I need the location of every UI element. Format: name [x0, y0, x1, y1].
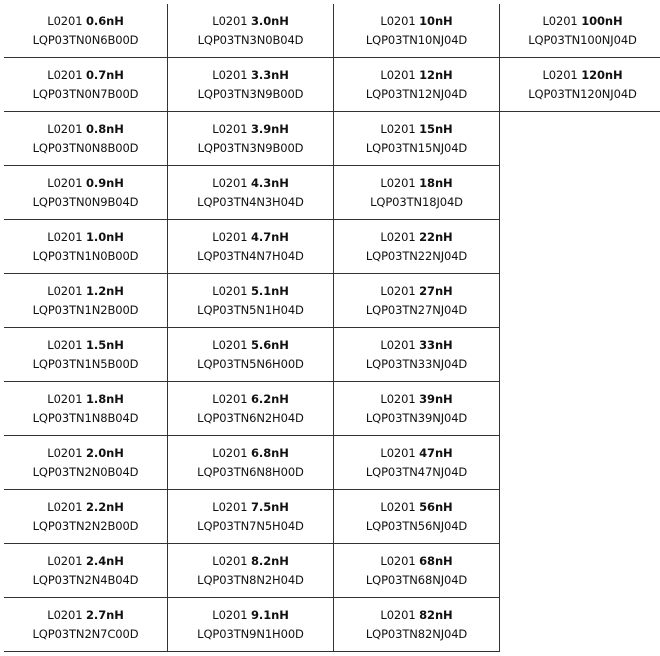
package-size: L0201 — [212, 121, 248, 136]
part-cell — [168, 112, 334, 166]
package-size: L0201 — [47, 283, 83, 298]
package-size: L0201 — [380, 283, 416, 298]
package-size: L0201 — [380, 67, 416, 82]
part-number: LQP03TN82NJ04D — [365, 626, 468, 641]
empty-cell — [500, 490, 660, 544]
package-size: L0201 — [380, 337, 416, 352]
package-size: L0201 — [47, 553, 83, 568]
part-size-value-line — [47, 66, 123, 85]
part-cell — [4, 598, 168, 652]
package-size: L0201 — [212, 13, 248, 28]
part-size-value-line — [212, 606, 288, 625]
package-size: L0201 — [212, 337, 248, 352]
part-size-value-line — [212, 174, 288, 193]
part-size-value-line — [47, 120, 123, 139]
inductance-value: 0.9nH — [86, 175, 124, 190]
inductance-value: 3.3nH — [251, 67, 289, 82]
part-number: LQP03TN39NJ04D — [365, 410, 468, 425]
inductance-value: 4.3nH — [251, 175, 289, 190]
part-size-value-line — [212, 552, 288, 571]
part-size-value-line — [212, 228, 288, 247]
inductance-value: 9.1nH — [251, 607, 289, 622]
part-number: LQP03TN2N2B00D — [32, 518, 139, 533]
part-size-value-line — [212, 390, 288, 409]
package-size: L0201 — [212, 175, 248, 190]
part-cell — [4, 382, 168, 436]
part-number: LQP03TN5N1H04D — [197, 302, 304, 317]
part-cell — [334, 166, 500, 220]
part-number: LQP03TN0N7B00D — [32, 86, 139, 101]
part-size-value-line — [212, 12, 288, 31]
part-number: LQP03TN47NJ04D — [365, 464, 468, 479]
part-number: LQP03TN7N5H04D — [197, 518, 304, 533]
part-cell — [168, 220, 334, 274]
package-size: L0201 — [542, 13, 578, 28]
part-cell — [4, 328, 168, 382]
part-cell — [168, 490, 334, 544]
part-number: LQP03TN15NJ04D — [365, 140, 468, 155]
part-cell — [4, 220, 168, 274]
part-size-value-line — [380, 282, 452, 301]
package-size: L0201 — [212, 229, 248, 244]
part-size-value-line — [380, 444, 452, 463]
empty-cell — [500, 436, 660, 490]
part-size-value-line — [47, 174, 123, 193]
inductance-value: 82nH — [419, 607, 453, 622]
part-size-value-line — [212, 282, 288, 301]
inductance-value: 1.2nH — [86, 283, 124, 298]
inductance-value: 2.7nH — [86, 607, 124, 622]
part-size-value-line — [47, 228, 123, 247]
package-size: L0201 — [380, 13, 416, 28]
part-cell — [334, 58, 500, 112]
package-size: L0201 — [47, 499, 83, 514]
part-cell — [334, 328, 500, 382]
part-size-value-line — [47, 12, 123, 31]
package-size: L0201 — [47, 337, 83, 352]
package-size: L0201 — [47, 121, 83, 136]
part-number: LQP03TN33NJ04D — [365, 356, 468, 371]
inductance-value: 5.6nH — [251, 337, 289, 352]
inductance-value: 6.8nH — [251, 445, 289, 460]
part-number: LQP03TN4N3H04D — [197, 194, 304, 209]
part-size-value-line — [380, 390, 452, 409]
part-number: LQP03TN3N9B00D — [197, 140, 304, 155]
inductance-value: 1.0nH — [86, 229, 124, 244]
part-number: LQP03TN1N8B04D — [32, 410, 139, 425]
inductance-value: 68nH — [419, 553, 453, 568]
part-cell — [168, 328, 334, 382]
part-cell — [500, 58, 660, 112]
part-number: LQP03TN2N4B04D — [32, 572, 139, 587]
part-number: LQP03TN6N2H04D — [197, 410, 304, 425]
inductance-value: 8.2nH — [251, 553, 289, 568]
package-size: L0201 — [212, 607, 248, 622]
part-number: LQP03TN0N8B00D — [32, 140, 139, 155]
inductance-value: 1.5nH — [86, 337, 124, 352]
empty-cell — [500, 274, 660, 328]
inductance-value: 47nH — [419, 445, 453, 460]
inductance-value: 39nH — [419, 391, 453, 406]
part-size-value-line — [47, 552, 123, 571]
part-number: LQP03TN6N8H00D — [197, 464, 304, 479]
package-size: L0201 — [212, 553, 248, 568]
inductance-value: 2.4nH — [86, 553, 124, 568]
part-size-value-line — [380, 498, 452, 517]
part-size-value-line — [380, 66, 452, 85]
part-number: LQP03TN56NJ04D — [365, 518, 468, 533]
inductance-value: 100nH — [581, 13, 623, 28]
part-number: LQP03TN9N1H00D — [197, 626, 304, 641]
part-size-value-line — [380, 174, 452, 193]
package-size: L0201 — [380, 607, 416, 622]
part-cell — [334, 490, 500, 544]
part-size-value-line — [212, 444, 288, 463]
inductance-value: 0.8nH — [86, 121, 124, 136]
part-cell — [168, 58, 334, 112]
part-size-value-line — [380, 12, 452, 31]
part-size-value-line — [380, 552, 452, 571]
part-size-value-line — [212, 66, 288, 85]
package-size: L0201 — [212, 391, 248, 406]
inductance-value: 33nH — [419, 337, 453, 352]
part-size-value-line — [47, 390, 123, 409]
package-size: L0201 — [380, 229, 416, 244]
part-number: LQP03TN120NJ04D — [528, 86, 637, 101]
package-size: L0201 — [47, 229, 83, 244]
part-size-value-line — [212, 336, 288, 355]
empty-cell — [500, 544, 660, 598]
part-number: LQP03TN27NJ04D — [365, 302, 468, 317]
inductance-value: 0.6nH — [86, 13, 124, 28]
part-cell — [168, 598, 334, 652]
package-size: L0201 — [542, 67, 578, 82]
part-number: LQP03TN1N5B00D — [32, 356, 139, 371]
part-cell — [4, 490, 168, 544]
part-number: LQP03TN4N7H04D — [197, 248, 304, 263]
package-size: L0201 — [380, 553, 416, 568]
package-size: L0201 — [47, 391, 83, 406]
part-number: LQP03TN1N0B00D — [32, 248, 139, 263]
part-size-value-line — [542, 66, 622, 85]
part-number: LQP03TN5N6H00D — [197, 356, 304, 371]
inductor-part-table — [4, 4, 660, 652]
part-cell — [334, 274, 500, 328]
inductance-value: 15nH — [419, 121, 453, 136]
part-cell — [334, 4, 500, 58]
part-cell — [334, 436, 500, 490]
part-size-value-line — [380, 336, 452, 355]
part-size-value-line — [380, 120, 452, 139]
inductance-value: 120nH — [581, 67, 623, 82]
part-cell — [168, 544, 334, 598]
package-size: L0201 — [212, 67, 248, 82]
package-size: L0201 — [380, 391, 416, 406]
inductance-value: 56nH — [419, 499, 453, 514]
part-cell — [168, 436, 334, 490]
part-number: LQP03TN8N2H04D — [197, 572, 304, 587]
part-cell — [500, 4, 660, 58]
part-size-value-line — [47, 498, 123, 517]
part-cell — [168, 4, 334, 58]
part-number: LQP03TN100NJ04D — [528, 32, 637, 47]
part-cell — [334, 598, 500, 652]
part-number: LQP03TN3N0B04D — [197, 32, 304, 47]
part-size-value-line — [47, 444, 123, 463]
inductance-value: 18nH — [419, 175, 453, 190]
part-number: LQP03TN2N0B04D — [32, 464, 139, 479]
inductance-value: 12nH — [419, 67, 453, 82]
part-number: LQP03TN0N6B00D — [32, 32, 139, 47]
part-number: LQP03TN1N2B00D — [32, 302, 139, 317]
part-cell — [4, 4, 168, 58]
package-size: L0201 — [212, 499, 248, 514]
part-size-value-line — [380, 228, 452, 247]
package-size: L0201 — [47, 607, 83, 622]
part-cell — [4, 58, 168, 112]
part-cell — [334, 220, 500, 274]
part-size-value-line — [212, 120, 288, 139]
empty-cell — [500, 112, 660, 166]
part-number: LQP03TN12NJ04D — [365, 86, 468, 101]
inductance-value: 22nH — [419, 229, 453, 244]
part-cell — [334, 112, 500, 166]
part-number: LQP03TN68NJ04D — [365, 572, 468, 587]
package-size: L0201 — [380, 121, 416, 136]
inductance-value: 5.1nH — [251, 283, 289, 298]
part-number: LQP03TN2N7C00D — [32, 626, 139, 641]
inductance-value: 3.0nH — [251, 13, 289, 28]
inductance-value: 2.0nH — [86, 445, 124, 460]
part-size-value-line — [380, 606, 452, 625]
package-size: L0201 — [212, 445, 248, 460]
inductance-value: 0.7nH — [86, 67, 124, 82]
part-size-value-line — [542, 12, 622, 31]
part-cell — [4, 436, 168, 490]
part-cell — [334, 544, 500, 598]
inductance-value: 10nH — [419, 13, 453, 28]
part-cell — [4, 112, 168, 166]
part-number: LQP03TN0N9B04D — [32, 194, 139, 209]
part-size-value-line — [47, 282, 123, 301]
part-cell — [168, 382, 334, 436]
package-size: L0201 — [47, 13, 83, 28]
part-cell — [334, 382, 500, 436]
empty-cell — [500, 328, 660, 382]
inductance-value: 2.2nH — [86, 499, 124, 514]
empty-cell — [500, 382, 660, 436]
package-size: L0201 — [380, 445, 416, 460]
empty-cell — [500, 166, 660, 220]
part-cell — [4, 274, 168, 328]
part-number: LQP03TN3N9B00D — [197, 86, 304, 101]
part-number: LQP03TN10NJ04D — [365, 32, 468, 47]
part-cell — [168, 166, 334, 220]
part-number: LQP03TN22NJ04D — [365, 248, 468, 263]
part-cell — [4, 166, 168, 220]
inductance-value: 3.9nH — [251, 121, 289, 136]
part-cell — [168, 274, 334, 328]
package-size: L0201 — [47, 175, 83, 190]
package-size: L0201 — [380, 499, 416, 514]
package-size: L0201 — [380, 175, 416, 190]
inductance-value: 7.5nH — [251, 499, 289, 514]
inductance-value: 4.7nH — [251, 229, 289, 244]
inductance-value: 6.2nH — [251, 391, 289, 406]
part-cell — [4, 544, 168, 598]
inductance-value: 1.8nH — [86, 391, 124, 406]
empty-cell — [500, 220, 660, 274]
part-size-value-line — [47, 336, 123, 355]
part-size-value-line — [212, 498, 288, 517]
package-size: L0201 — [47, 445, 83, 460]
part-number: LQP03TN18J04D — [370, 194, 463, 209]
empty-cell — [500, 598, 660, 652]
package-size: L0201 — [47, 67, 83, 82]
part-size-value-line — [47, 606, 123, 625]
package-size: L0201 — [212, 283, 248, 298]
inductance-value: 27nH — [419, 283, 453, 298]
